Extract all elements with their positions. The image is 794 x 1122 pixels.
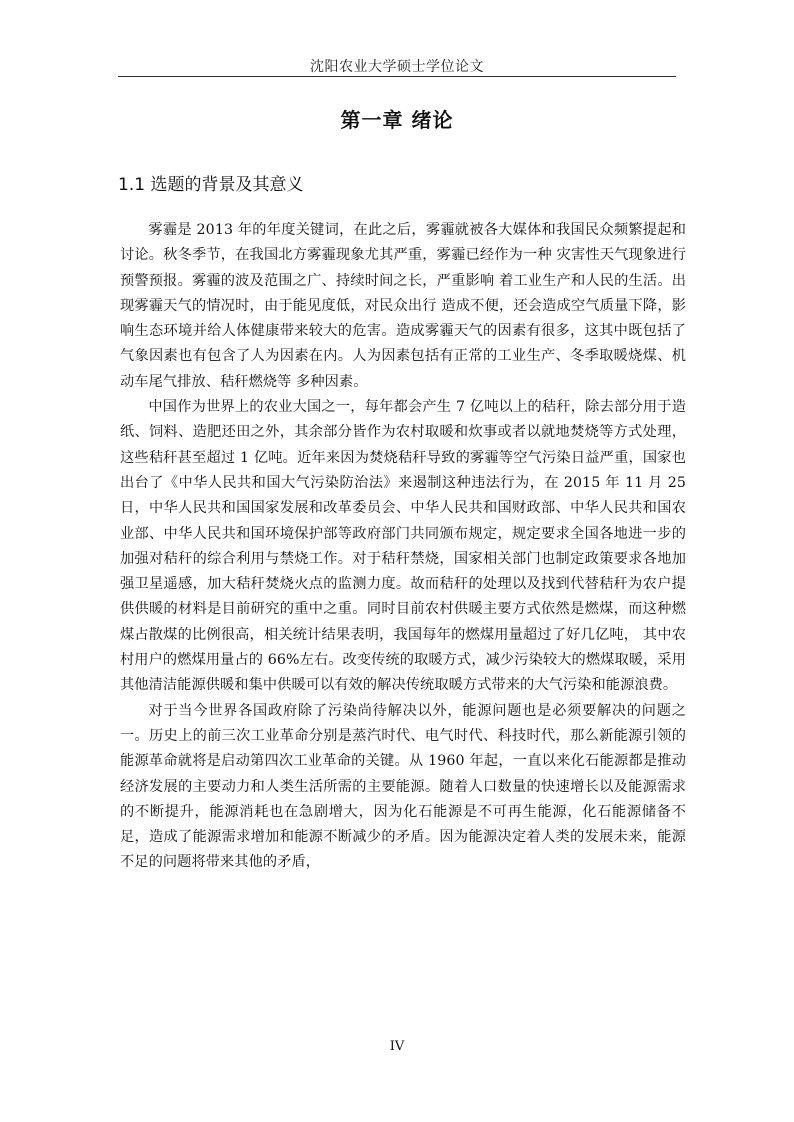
body-text [120, 218, 686, 876]
section-heading: 1.1 选题的背景及其意义 [118, 175, 304, 195]
paragraph-3: 对于当今世界各国政府除了污染尚待解决以外，能源问题也是必须要解决的问题之一。历史上的前三次工业革命分别是蒸汽时代、电气时代、科技时代，那么新能源引领的能源革命就将是启动第四次工业革命的关键。从 1960 年起，一直以来化石能源都是推动经济发展的主要动力和人类生活所需的主要能源。随着人口数量的快速增长以及能源需求的不断提升，能源消耗也在急剧增大，因为化石能源是不可再生能源，化石能源储备不足，造成了能源需求增加和能源不断减少的矛盾。因为能源决定着人类的发展未来，能源不足的问题将带来其他的矛盾， [120, 702, 686, 871]
chapter-title: 第一章 绪论 [340, 108, 454, 132]
page-number: IV [389, 1039, 405, 1054]
running-header: 沈阳农业大学硕士学位论文 [310, 59, 484, 75]
header-rule [118, 76, 676, 77]
paragraph-1: 雾霾是 2013 年的年度关键词，在此之后，雾霾就被各大媒体和我国民众频繁提起和讨论。秋冬季节，在我国北方雾霾现象尤其严重，雾霾已经作为一种 灾害性天气现象进行预警预报。雾霾的波及范围之广、持续时间之长，严重影响 着工业生产和人民的生活。出现雾霾天气的情况时，由于能见度低，对民众出行 造成不便，还会造成空气质量下降，影响生态环境并给人体健康带来较大的危害。造成雾霾天气的因素有很多，这其中既包括了气象因素也有包含了人为因素在内。人为因素包括有正常的工业生产、冬季取暖烧煤、机动车尾气排放、秸秆燃烧等 多种因素。 [120, 222, 686, 390]
paragraph-2: 中国作为世界上的农业大国之一，每年都会产生 7 亿吨以上的秸秆，除去部分用于造纸、饲料、造肥还田之外，其余部分皆作为农村取暖和炊事或者以就地焚烧等方式处理，这些秸秆甚至超过 1 亿吨。近年来因为焚烧秸秆导致的雾霾等空气污染日益严重，国家也出台了《中华人民共和国大气污染防治法》来遏制这种违法行为，在 2015 年 11 月 25 日，中华人民共和国国家发展和改革委员会、中华人民共和国财政部、中华人民共和国农业部、中华人民共和国环境保护部等政府部门共同颁布规定，规定要求全国各地进一步的加强对秸秆的综合利用与禁烧工作。对于秸秆禁烧，国家相关部门也制定政策要求各地加强卫星遥感，加大秸秆焚烧火点的监测力度。故而秸秆的处理以及找到代替秸秆为农户提供供暖的材料是目前研究的重中之重。同时目前农村供暖主要方式依然是燃煤，而这种燃煤占散煤的比例很高，相关统计结果表明，我国每年的燃煤用量超过了好几亿吨， 其中农村用户的燃煤用量占的 66%左右。改变传统的取暖方式，减少污染较大的燃煤取暖，采用其他清洁能源供暖和集中供暖可以有效的解决传统取暖方式带来的大气污染和能源浪费。 [120, 399, 686, 694]
